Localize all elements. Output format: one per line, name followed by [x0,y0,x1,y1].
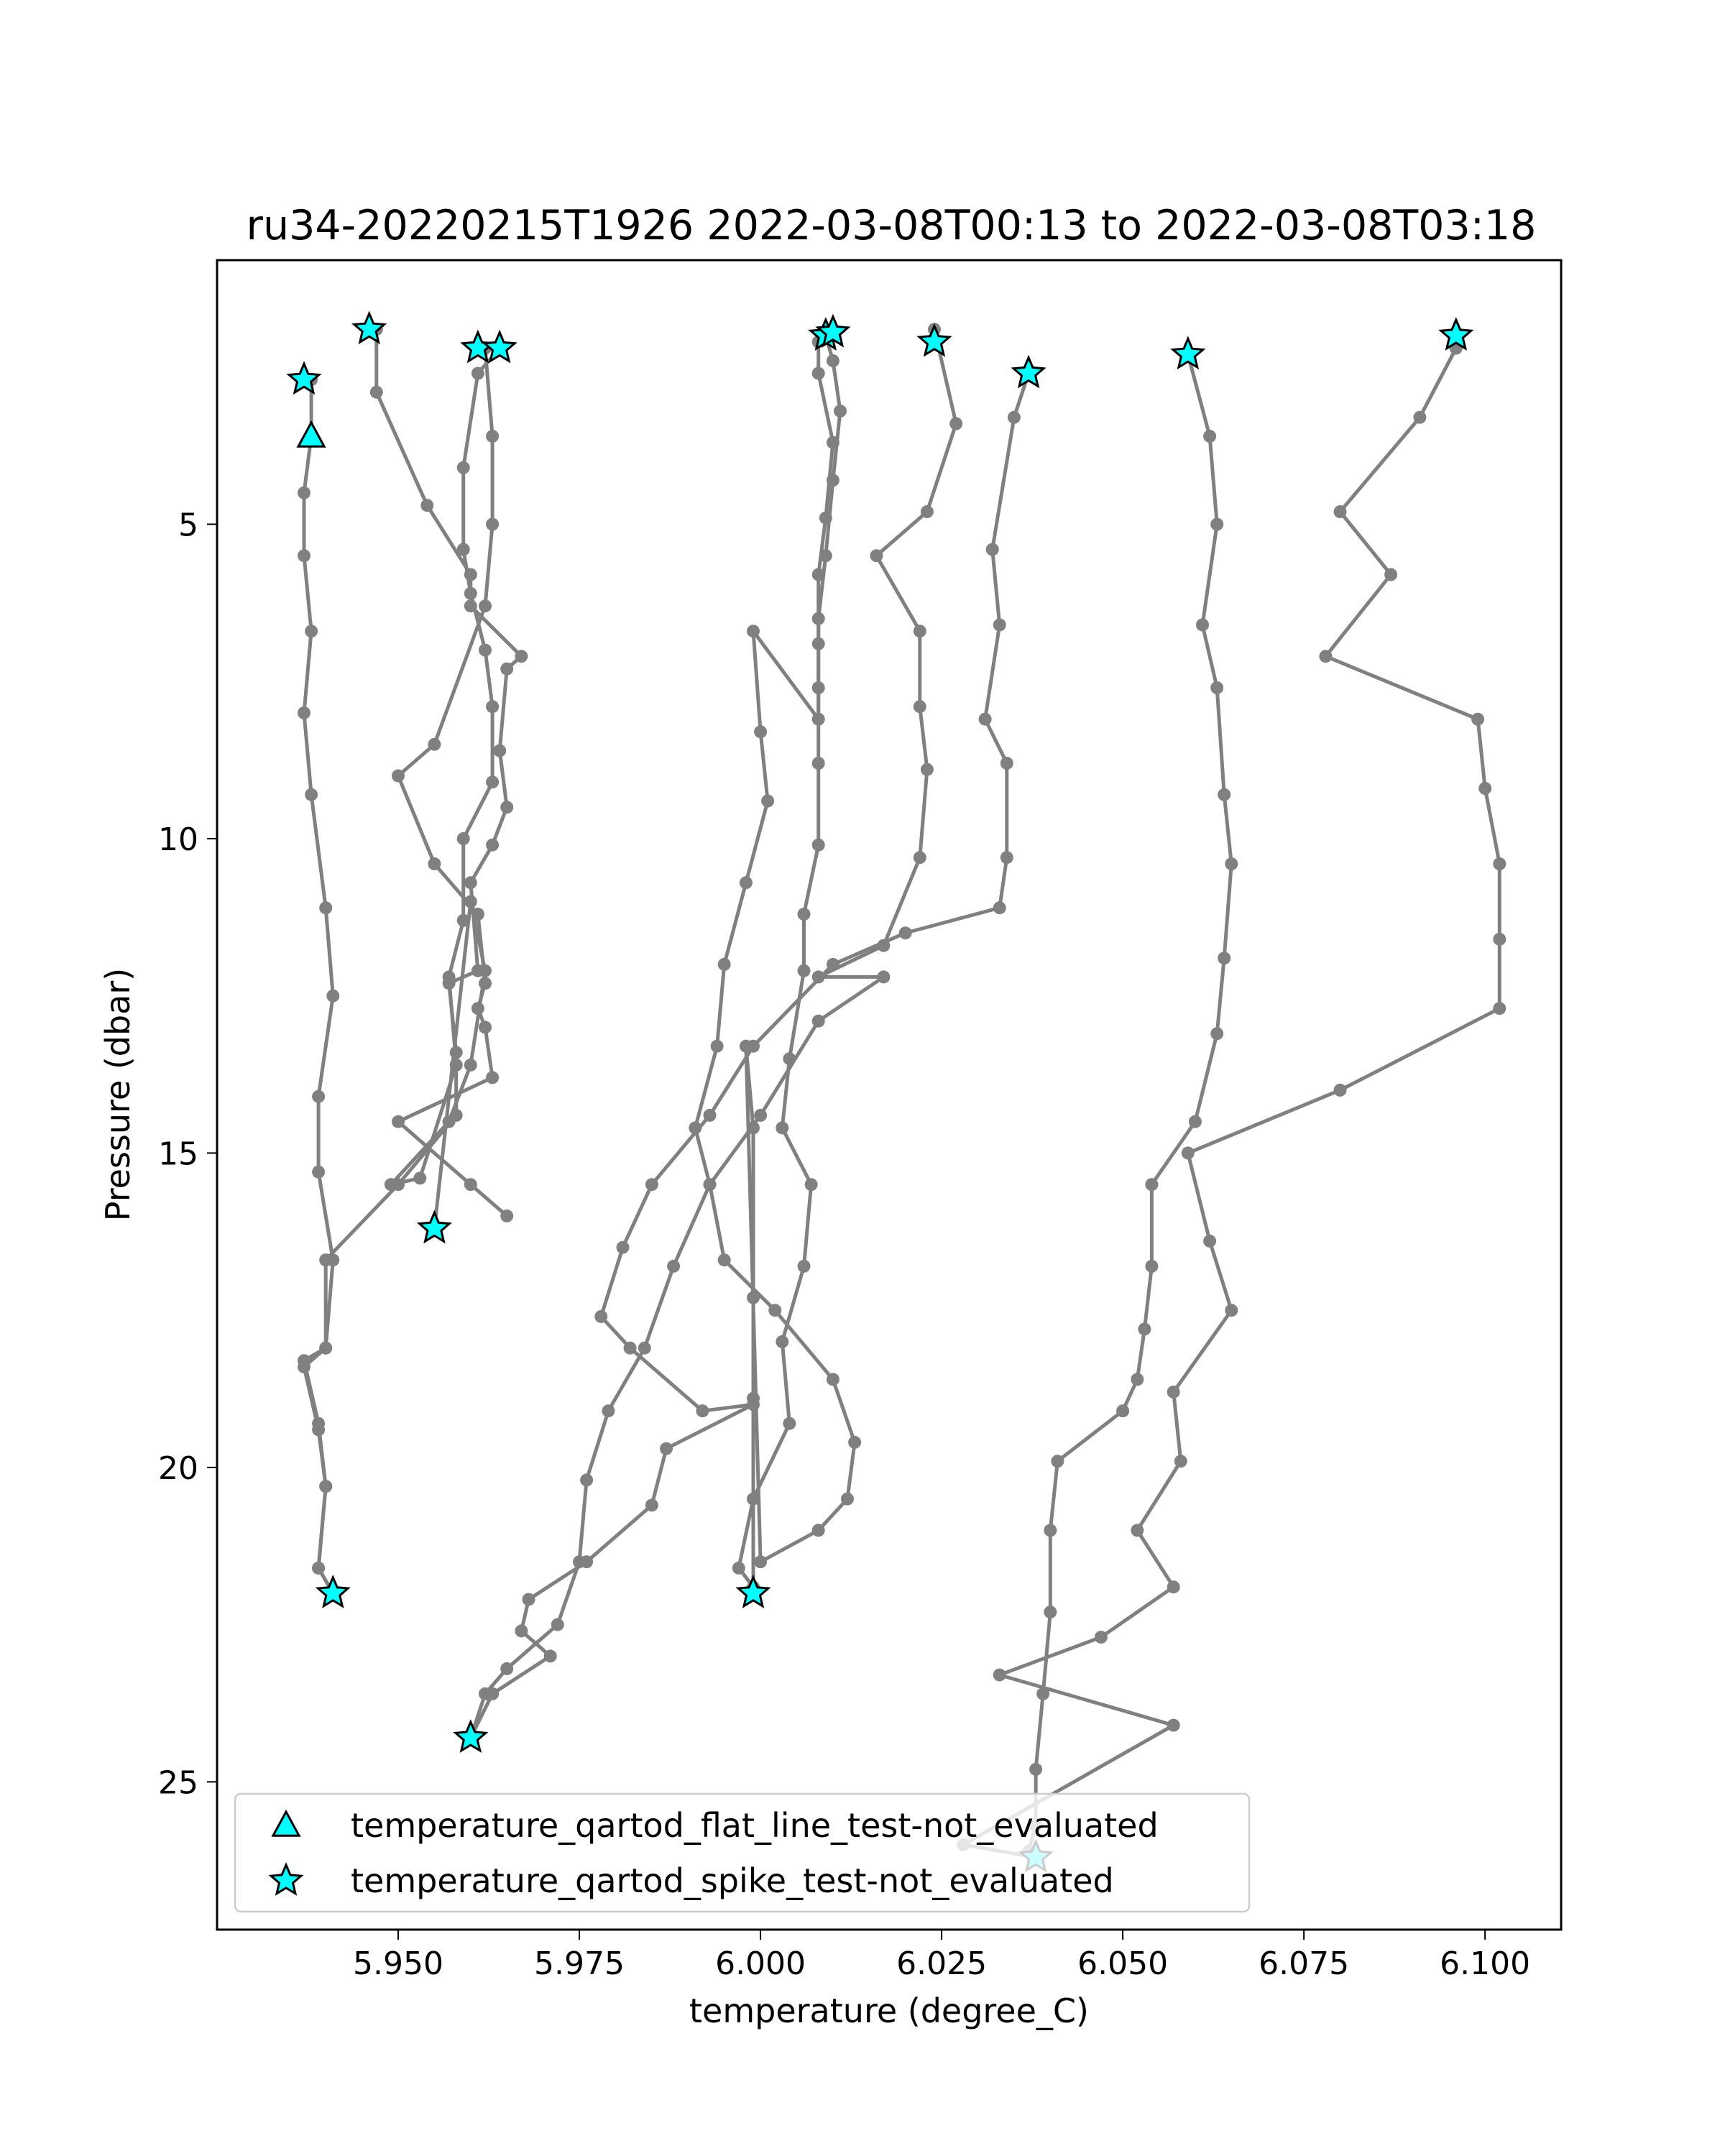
profile-8-point [523,1593,535,1606]
profile-1-point [493,745,506,757]
profile-9-point [1145,1178,1158,1191]
x-tick-label: 6.075 [1259,1945,1350,1982]
profile-10-point [1478,782,1491,795]
profile-4-point [428,857,441,870]
legend [235,1794,1249,1912]
profile-4-point [479,1021,492,1033]
profile-6-point [768,1304,781,1317]
profile-3-point [486,775,499,788]
profile-6-point [718,958,731,971]
profile-7-point [949,418,962,430]
spike-flag-marker [738,1577,768,1606]
profile-6-point [718,1253,731,1266]
x-tick-label: 6.100 [1440,1945,1531,1982]
profile-5-point [827,354,840,367]
profile-6-point [841,1493,854,1506]
profile-4-point [500,1210,513,1222]
profile-8-point [1008,411,1021,424]
profile-6-point [711,1040,724,1053]
profile-7-point [921,763,934,776]
profile-9-point [1138,1322,1151,1335]
spike-flag-marker [318,1577,348,1606]
x-tick-label: 5.975 [534,1945,625,1982]
profile-9-point [1203,430,1216,443]
profile-9-point [1210,1027,1223,1040]
profile-6-point [819,512,832,525]
x-axis-ticks [353,1930,1530,1982]
profile-8-point [986,543,999,556]
profile-10-point [1225,1304,1238,1317]
profile-7-point [602,1404,615,1417]
profile-5-point [812,839,825,852]
profile-10-point [1384,568,1397,581]
profile-2-point [319,1342,332,1355]
profile-5-point [776,1121,788,1134]
profile-line-8 [471,374,1029,1738]
profile-8-point [993,901,1006,914]
profile-7-point [704,1178,717,1191]
profile-2-point [312,1423,325,1436]
legend-label: temperature_qartod_flat_line_test-not_evaluated [351,1806,1159,1845]
plot-frame [217,260,1561,1930]
profile-10-point [1493,857,1506,870]
profile-6-point [812,568,825,581]
profile-7-point [754,1109,767,1122]
profile-3-point [443,1115,456,1128]
profile-10-point [1493,933,1506,946]
profile-line-9 [1029,354,1231,1857]
x-tick-label: 5.950 [353,1945,444,1982]
spike-flag-marker [289,364,319,392]
y-tick-label: 10 [158,821,198,858]
profile-8-point [580,1555,593,1568]
profile-1-point [500,801,513,814]
profile-4-point [472,908,484,921]
profile-6-point [812,637,825,650]
profile-9-point [1044,1606,1057,1618]
profile-9-point [1044,1524,1057,1537]
profile-8-point [747,1398,760,1411]
profile-8-point [979,713,992,726]
profile-2-point [319,1480,332,1493]
y-tick-label: 25 [158,1764,198,1802]
profile-5-point [783,1417,796,1430]
spike-flag-marker [456,1722,486,1751]
profile-4-point [479,977,492,990]
profile-2-point [312,1562,325,1575]
profile-9-point [1210,518,1223,531]
profile-7-point [667,1260,680,1273]
profile-6-point [812,367,825,380]
profile-10-point [1471,713,1484,726]
y-axis-label: Pressure (dbar) [98,967,137,1222]
x-tick-label: 6.025 [896,1945,988,1982]
profile-3-point [464,1059,477,1072]
profile-line-7 [471,329,956,1738]
profile-9-point [1210,681,1223,694]
profile-7-point [812,1015,825,1028]
profile-6-point [754,725,767,738]
profile-3-point [486,700,499,713]
x-axis-label: temperature (degree_C) [689,1991,1089,2030]
profile-2-point [305,625,318,637]
profile-3-point [472,367,484,380]
profile-3-point [443,970,456,983]
profile-4-point [479,599,492,612]
profile-3-point [479,644,492,657]
profile-9-point [1145,1260,1158,1273]
profile-10-point [1174,1455,1187,1468]
profile-8-point [704,1109,717,1122]
profile-6-point [747,625,760,637]
profile-8-point [645,1178,658,1191]
profile-6-point [754,1555,767,1568]
profile-line-2 [304,379,333,1593]
profile-3-point [457,914,470,927]
profile-10-point [1131,1524,1144,1537]
profile-2-point [312,1166,325,1179]
profile-7-point [580,1473,593,1486]
profile-10-point [1182,1146,1195,1159]
spike-flag-marker [919,326,949,355]
profile-1-point [500,663,513,676]
y-tick-label: 5 [178,507,198,544]
legend-label: temperature_qartod_spike_test-not_evaluated [351,1861,1114,1900]
y-tick-label: 20 [158,1450,198,1487]
profile-7-point [877,970,890,983]
profile-7-point [638,1342,651,1355]
profile-8-point [515,1624,528,1637]
profile-1-point [515,650,528,663]
profile-7-point [921,505,934,518]
profile-5-point [812,757,825,770]
profile-7-point [914,625,926,637]
profile-4-point [486,518,499,531]
profile-3-point [464,587,477,600]
profile-4-point [392,1115,405,1128]
profile-9-point [1029,1763,1042,1776]
series-layer [298,323,1506,1864]
profile-3-point [450,1059,463,1072]
profile-6-point [740,876,753,889]
profile-6-point [827,436,840,449]
profile-7-point [500,1662,513,1675]
profile-10-point [1095,1631,1108,1644]
profile-1-point [420,499,433,512]
profile-4-point [428,738,441,751]
profile-10-point [1413,411,1426,424]
profile-10-point [1167,1580,1180,1593]
profile-5-point [732,1562,745,1575]
profile-9-point [1189,1115,1202,1128]
profile-8-point [993,619,1006,632]
profile-9-point [1051,1455,1064,1468]
profile-10-point [1203,1235,1216,1248]
spike-flag-marker [1173,338,1203,367]
profile-8-point [696,1404,709,1417]
profile-5-point [798,1260,811,1273]
profile-9-point [1116,1404,1129,1417]
profile-5-point [805,1178,818,1191]
profile-7-point [551,1618,564,1631]
profile-5-point [834,405,847,418]
profile-8-point [899,926,912,939]
y-tick-label: 15 [158,1135,198,1173]
profile-line-3 [391,349,500,1229]
profile-2-point [298,1360,310,1373]
profile-6-point [812,1524,825,1537]
profile-1-point [486,839,499,852]
y-axis-ticks [158,507,217,1801]
profile-6-point [812,713,825,726]
profile-8-point [486,1687,499,1700]
profile-10-point [1319,650,1332,663]
profile-8-point [660,1442,673,1455]
profile-8-point [747,1040,760,1053]
profile-10-point [1167,1386,1180,1399]
profile-4-point [486,430,499,443]
profile-3-point [457,832,470,845]
profile-3-point [385,1178,397,1191]
chart-title: ru34-20220215T1926 2022-03-08T00:13 to 2022-03-08T03:18 [246,202,1537,249]
profile-6-point [848,1436,861,1449]
profile-5-point [798,964,811,977]
profile-2-point [312,1090,325,1103]
profile-10-point [993,1669,1006,1682]
profile-1-point [464,876,477,889]
profile-4-point [472,1002,484,1015]
profile-2-point [298,706,310,719]
profile-3-point [457,543,470,556]
profile-8-point [1000,851,1013,864]
spike-flag-marker [484,333,515,361]
flat-line-flag-marker [298,423,324,446]
profile-2-point [326,1253,339,1266]
profile-8-point [624,1342,637,1355]
profile-10-point [1334,505,1347,518]
profile-5-point [798,908,811,921]
profile-9-point [1196,619,1209,632]
profile-9-point [1218,788,1230,801]
profile-5-point [776,1335,788,1348]
profile-3-point [457,461,470,474]
x-tick-label: 6.000 [715,1945,806,1982]
profile-2-point [319,901,332,914]
profile-1-point [370,386,383,399]
profile-6-point [747,1291,760,1304]
profile-4-point [392,770,405,783]
profile-9-point [1225,857,1238,870]
profile-8-point [827,958,840,971]
profile-8-point [1000,757,1013,770]
profile-8-point [544,1649,557,1662]
profile-line-1 [304,329,521,1593]
profile-3-point [413,1171,426,1184]
profile-8-point [594,1310,607,1323]
profile-10-point [1493,1002,1506,1015]
x-tick-label: 6.050 [1077,1945,1169,1982]
profile-8-point [645,1498,658,1511]
profile-9-point [1218,952,1230,964]
profile-4-point [464,1178,477,1191]
profile-10-point [1334,1084,1347,1097]
spike-flag-marker [420,1212,450,1241]
profile-2-point [326,990,339,1003]
profile-6-point [827,1373,840,1386]
spike-flag-marker [1013,358,1044,387]
profile-7-point [914,700,926,713]
profile-7-point [870,549,883,562]
profile-6-point [761,795,774,808]
profile-2-point [298,549,310,562]
profile-9-point [1131,1373,1144,1386]
profile-8-point [617,1241,630,1254]
profile-7-point [914,851,926,864]
profile-2-point [298,487,310,499]
profile-10-point [1167,1719,1180,1732]
spike-flag-marker [354,313,385,342]
profile-line-10 [963,336,1499,1857]
profile-2-point [305,788,318,801]
profile-4-point [486,1071,499,1084]
